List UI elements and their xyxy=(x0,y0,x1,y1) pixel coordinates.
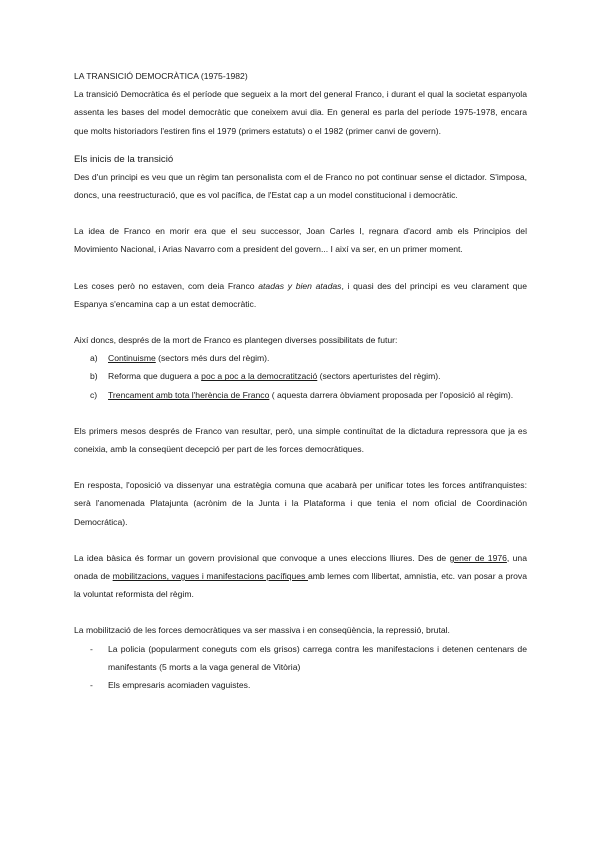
bullet-text: Els empresaris acomiaden vaguistes. xyxy=(108,680,251,691)
intro-paragraph: La transició Democràtica és el període que segueix a la mort del general Franco, i durant el qual la societat espanyola assenta les bases del model democràtic que coneixem avui dia. En general es parla del període 1975-1978, encara que molts historiadors l'estiren fins el 1979 (primers estatuts) o el 1982 (primer canvi de govern). xyxy=(74,89,527,136)
paragraph-8-intro: La mobilització de les forces democràtiques va ser massiva i en conseqüència, la repressió, brutal. xyxy=(74,625,450,636)
consequences-list xyxy=(74,640,527,695)
option-rest: ( aquesta darrera òbviament proposada per l'oposició al règim). xyxy=(269,389,514,400)
paragraph-5: Els primers mesos després de Franco van resultar, però, una simple continuïtat de la dictadura repressora que ja es coneixia, amb la conseqüent decepció per part de les forces democràtiques. xyxy=(74,425,527,455)
option-underlined: poc a poc a la democratització xyxy=(201,371,318,382)
section-heading: Els inicis de la transició xyxy=(74,153,174,165)
list-marker: - xyxy=(90,680,93,691)
bullet-text: La policia (popularment coneguts com els grisos) carrega contra les manifestacions i detenen centenars de manifestants (5 morts a la vaga general de Vitòria) xyxy=(108,643,527,672)
list-marker: - xyxy=(90,643,93,654)
p7-text-mid: , una onada de xyxy=(74,552,527,582)
list-item xyxy=(74,386,527,404)
option-underlined: Continuisme xyxy=(108,353,156,364)
option-rest: (sectors aperturistes del règim). xyxy=(317,371,441,382)
list-item xyxy=(74,640,527,676)
p7-underlined-mobilizations: mobilitzacions, vagues i manifestacions pacífiques xyxy=(112,571,308,582)
options-list xyxy=(74,349,527,404)
paragraph-4-intro: Així doncs, després de la mort de Franco es plantegen diverses possibilitats de futur: xyxy=(74,335,398,346)
option-before: Reforma que duguera a xyxy=(108,371,202,382)
document-title: LA TRANSICIÓ DEMOCRÀTICA (1975-1982) xyxy=(74,71,248,81)
paragraph-6: En resposta, l'oposició va dissenyar una estratègia comuna que acabarà per unificar totes les forces antifranquistes: serà l'anomenada Platajunta (acrònim de la Junta i la Plataforma i que tenia el nom oficial de Coordinación Democrática). xyxy=(74,480,527,527)
paragraph-2: La idea de Franco en morir era que el seu successor, Joan Carles I, regnara d'acord amb els Principios del Movimiento Nacional, i Arias Navarro com a president del govern... I així va ser, en un primer moment. xyxy=(74,226,527,255)
paragraph-1: Des d'un principi es veu que un règim tan personalista com el de Franco no pot continuar sense el dictador. S'imposa, doncs, una reestructuració, que es vol pacífica, de l'Estat cap a un model constitucional i democràtic. xyxy=(74,171,527,201)
list-item xyxy=(74,676,527,694)
p3-text-after: , i quasi des del principi es veu clarament que Espanya s'encamina cap a un estat democràtic. xyxy=(74,280,527,309)
list-item xyxy=(74,367,527,385)
p3-italic-quote: atadas y bien atadas xyxy=(258,280,342,291)
p7-underlined-date: gener de 1976 xyxy=(449,552,507,563)
paragraph-3 xyxy=(74,277,527,313)
document-body xyxy=(74,67,527,694)
list-marker: a) xyxy=(90,353,98,364)
p7-text-after: amb lemes com llibertat, amnistia, etc. van posar a prova la voluntat reformista del règim. xyxy=(74,571,527,600)
option-underlined: Trencament amb tota l'herència de Franco xyxy=(108,389,270,400)
option-rest: (sectors més durs del règim). xyxy=(155,353,270,364)
p3-text-before: Les coses però no estaven, com deia Franco xyxy=(74,280,259,291)
p7-text-before: La idea bàsica és formar un govern provisional que convoque a unes eleccions lliures. Des de xyxy=(74,552,450,563)
list-item xyxy=(74,349,527,367)
list-marker: b) xyxy=(90,371,98,382)
list-marker: c) xyxy=(90,389,98,400)
paragraph-7 xyxy=(74,549,527,604)
